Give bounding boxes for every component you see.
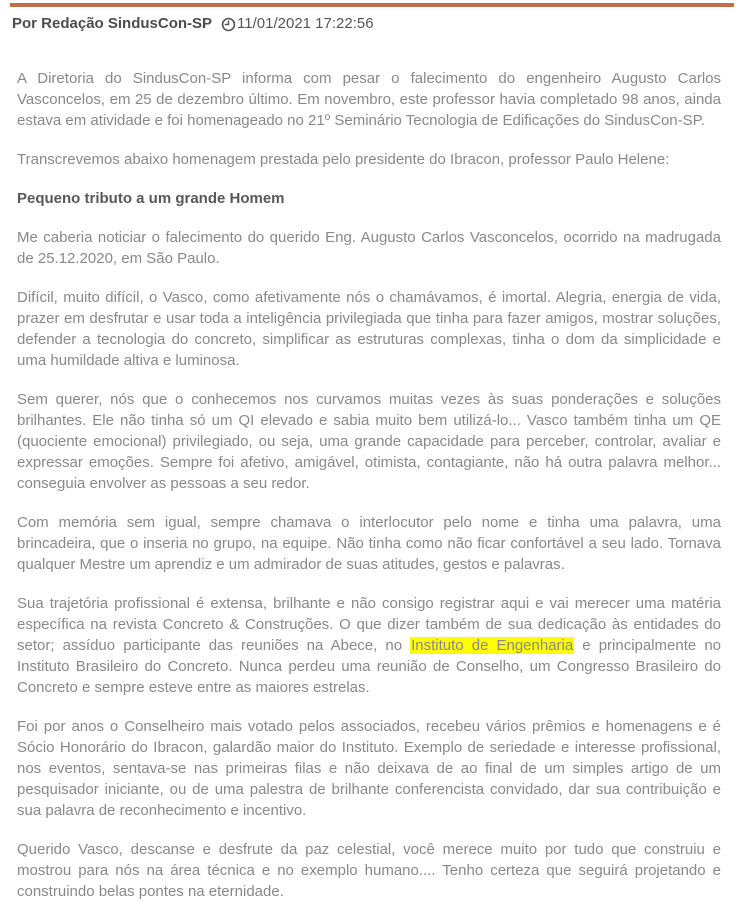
top-divider [10,3,734,7]
career-text-before-highlight: Sua trajetória profissional é extensa, brilhante e não consigo registrar aqui e vai merecer uma matéria específica na revista Concreto & Construções. O que dizer também de sua dedicação às entidades do setor; assíduo participante das reuniões na Abece, no [17,595,721,654]
article-paragraph-intro: A Diretoria do SindusCon-SP informa com pesar o falecimento do engenheiro Augusto Carlos Vasconcelos, em 25 de dezembro último. Em novembro, este professor havia completado 98 anos, ainda estava em atividade e foi homenageado no 21º Seminário Tecnologia de Edificações do SindusCon-SP. [17,70,721,129]
byline-author: Por Redação SindusCon-SP [12,15,213,32]
career-text-after-highlight: e principalmente no Instituto Brasileiro do Concreto. Nunca perdeu uma reunião de Conselho, um Congresso Brasileiro do Concreto e sempre esteve entre as maiores estrelas. [17,637,722,696]
article-paragraph-announcement: Me caberia noticiar o falecimento do querido Eng. Augusto Carlos Vasconcelos, ocorrido na madrugada de 25.12.2020, em São Paulo. [17,229,721,267]
article-heading: Pequeno tributo a um grande Homem [17,190,285,207]
byline-time [221,14,374,34]
article-page [0,3,738,902]
byline-timestamp: 11/01/2021 17:22:56 [237,15,374,32]
article-paragraph-career [17,593,721,698]
article-paragraph-honors: Foi por anos o Conselheiro mais votado pelos associados, recebeu vários prêmios e homenagens e é Sócio Honorário do Ibracon, galardão maior do Instituto. Exemplo de seriedade e interesse profissional, nos eventos, sentava-se nas primeiras filas e não deixava de ao final de um simples artigo de um pesquisador iniciante, ou de uma palestra de brilhante conferencista convidado, dar sua contribuição e sua palavra de reconhecimento e incentivo. [17,718,721,819]
article-paragraph-intelligence: Sem querer, nós que o conhecemos nos curvamos muitas vezes às suas ponderações e soluções brilhantes. Ele não tinha só um QI elevado e sabia muito bem utilizá-lo... Vasco também tinha um QE (quociente emocional) privilegiado, ou seja, uma grande capacidade para perceber, controlar, avaliar e expressar emoções. Sempre foi afetivo, amigável, otimista, contagiante, não há outra palavra melhor... conseguia envolver as pessoas a seu redor. [17,391,721,492]
article-body [17,68,721,902]
article-paragraph-farewell: Querido Vasco, descanse e desfrute da paz celestial, você merece muito por tudo que construiu e mostrou para nós na área técnica e no exemplo humano.... Tenho certeza que seguirá projetando e construindo belas pontes na eternidade. [17,841,721,900]
article-paragraph-memory: Com memória sem igual, sempre chamava o interlocutor pelo nome e tinha uma palavra, uma brincadeira, que o inseria no grupo, na equipe. Não tinha como não ficar confortável a seu lado. Tornava qualquer Mestre um aprendiz e um admirador de suas atitudes, gestos e palavras. [17,514,721,573]
clock-icon [221,17,236,32]
article-paragraph-personality: Difícil, muito difícil, o Vasco, como afetivamente nós o chamávamos, é imortal. Alegria, energia de vida, prazer em desfrutar e usar toda a inteligência privilegiada que tinha para fazer amigos, mostrar soluções, defender a tecnologia do concreto, simplificar as estruturas complexas, tinha o dom da simplicidade e uma humildade altiva e luminosa. [17,289,721,369]
highlighted-text: Instituto de Engenharia [411,637,574,654]
article-paragraph-transcription-note: Transcrevemos abaixo homenagem prestada pelo presidente do Ibracon, professor Paulo Helene: [17,151,670,168]
byline [12,14,721,34]
